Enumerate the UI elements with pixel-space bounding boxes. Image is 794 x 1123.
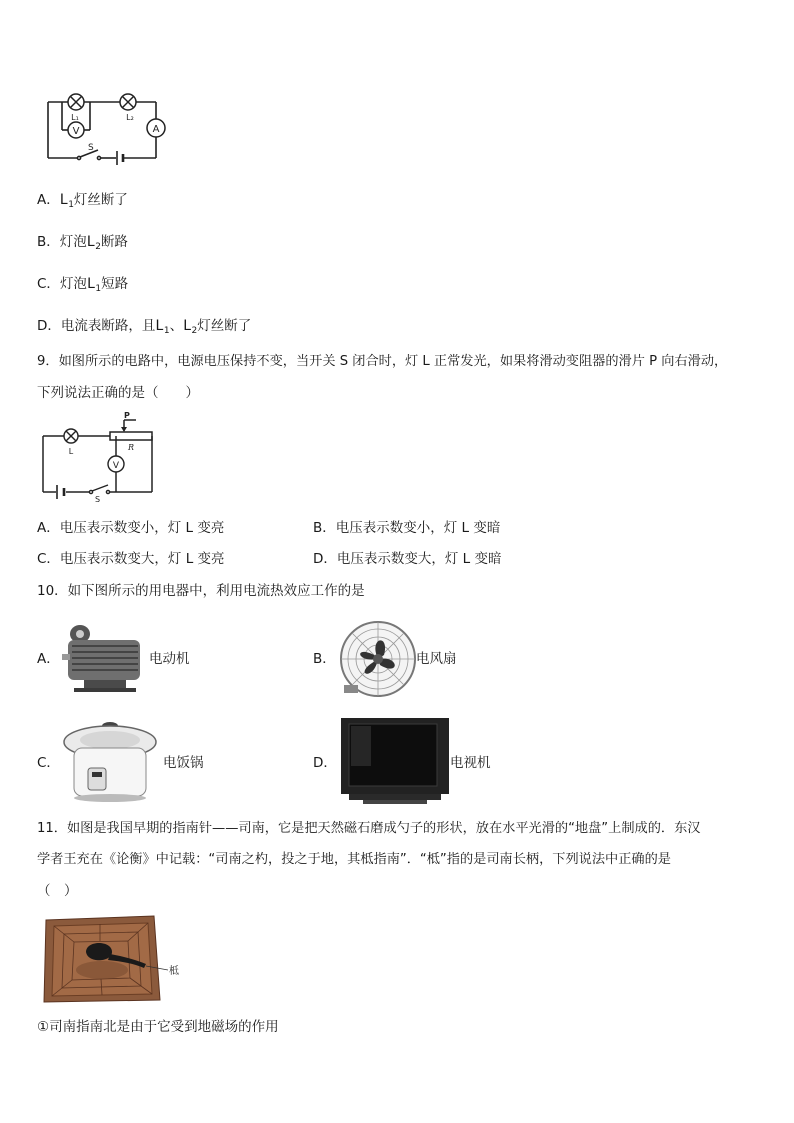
q9-r-label: R	[128, 443, 135, 452]
q9-s-label: S	[95, 495, 101, 504]
q8-lamp-l1-icon	[68, 94, 84, 110]
q10-option-c-label[interactable]: 电饭锅	[163, 755, 204, 771]
q10-option-d-letter[interactable]: D．	[313, 755, 337, 771]
q9-l-label: L	[68, 447, 74, 456]
q11-statement-1: ①司南指南北是由于它受到地磁场的作用	[37, 1019, 279, 1035]
q9-lamp-icon	[64, 429, 78, 443]
q9-circuit-figure	[38, 411, 158, 504]
q8-voltmeter-label: V	[72, 126, 80, 137]
q8-ammeter-label: A	[152, 124, 160, 135]
q10-option-a-letter[interactable]: A．	[37, 651, 60, 667]
q9-stem-line2: 下列说法正确的是（ ）	[37, 385, 199, 401]
electric-fan-icon	[338, 619, 418, 699]
q8-circuit-figure	[40, 88, 180, 166]
q8-option-d[interactable]: D．电流表断路，且$L_1$、$L_2$灯丝断了	[37, 318, 252, 336]
q8-option-c[interactable]: C．灯泡$L_1$短路	[37, 276, 129, 294]
q8-l1-label: L₁	[71, 113, 79, 122]
q9-circuit-diagram	[38, 411, 158, 504]
q8-l2-label: L₂	[126, 113, 134, 122]
q11-stem-line2: 学者王充在《论衡》中记载：“司南之杓，投之于地，其柢指南”．“柢”指的是司南长柄，下列说法中正确的是	[37, 852, 671, 867]
q8-battery-icon	[117, 151, 123, 165]
q9-stem-line1: 9．如图所示的电路中，电源电压保持不变，当开关 S 闭合时，灯 L 正常发光，如果将滑动变阻器的滑片 P 向右滑动，	[37, 354, 728, 369]
q8-switch-label: S	[88, 143, 94, 153]
electric-motor-icon	[60, 618, 150, 696]
q9-voltmeter-label: V	[112, 461, 120, 471]
q9-option-b[interactable]: B．电压表示数变小，灯 L 变暗	[313, 520, 501, 536]
q9-p-label: P	[124, 411, 130, 420]
q9-option-d[interactable]: D．电压表示数变大，灯 L 变暗	[313, 551, 502, 567]
q10-option-b-letter[interactable]: B．	[313, 651, 336, 667]
q10-option-a-label[interactable]: 电动机	[149, 651, 190, 667]
q8-option-b[interactable]: B．灯泡$L_2$断路	[37, 234, 128, 252]
q8-option-a[interactable]: A．$L_1$灯丝断了	[37, 192, 128, 210]
television-icon	[339, 716, 451, 808]
q10-option-c-letter[interactable]: C．	[37, 755, 60, 771]
sinan-compass-figure	[42, 912, 190, 1004]
q11-stem-line1: 11．如图是我国早期的指南针——司南，它是把天然磁石磨成勺子的形状，放在水平光滑的“地盘”上制成的．东汉	[37, 821, 701, 836]
sinan-compass-icon	[42, 912, 190, 1004]
q9-battery-icon	[57, 485, 64, 499]
q8-lamp-l2-icon	[120, 94, 136, 110]
q10-option-b-label[interactable]: 电风扇	[416, 651, 457, 667]
q9-option-a[interactable]: A．电压表示数变小，灯 L 变亮	[37, 520, 225, 536]
q8-circuit-diagram	[40, 88, 180, 166]
rice-cooker-icon	[60, 716, 165, 804]
q11-stem-line3: （ ）	[37, 883, 78, 899]
q9-switch-icon	[89, 485, 109, 494]
q10-option-d-label[interactable]: 电视机	[450, 755, 491, 771]
q10-stem: 10．如下图所示的用电器中，利用电流热效应工作的是	[37, 583, 365, 599]
q9-option-c[interactable]: C．电压表示数变大，灯 L 变亮	[37, 551, 225, 567]
sinan-handle-label: 柢	[169, 966, 179, 977]
